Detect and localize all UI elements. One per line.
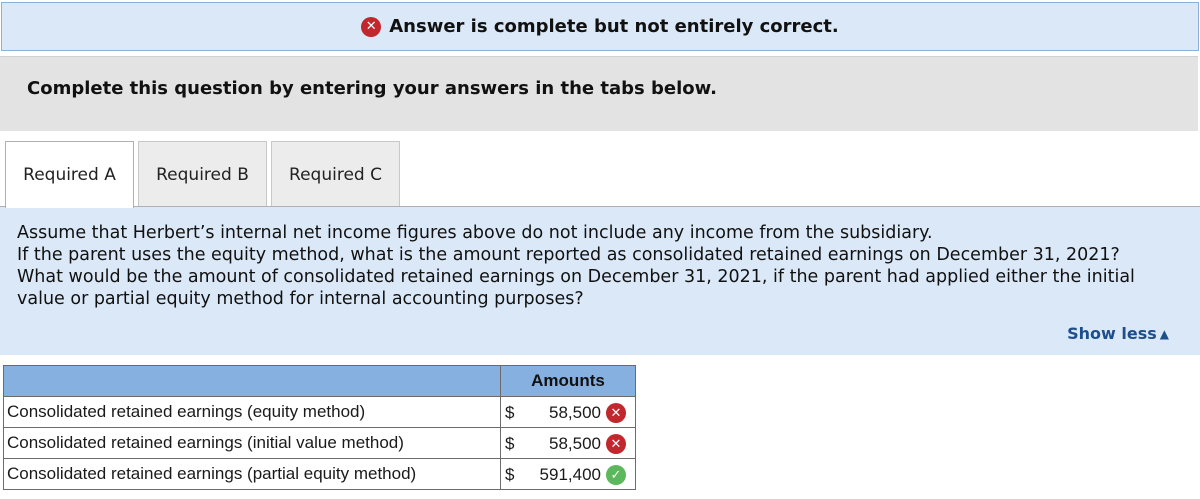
amount-cell [501, 428, 636, 459]
header-amounts: Amounts [501, 366, 636, 397]
amount-value: 58,500 [549, 403, 601, 422]
x-circle-icon: ✕ [606, 403, 626, 423]
x-circle-icon: ✕ [606, 434, 626, 454]
currency-symbol: $ [505, 403, 515, 422]
amount-cell [501, 397, 636, 428]
tab-required-a[interactable] [5, 141, 134, 208]
question-line: Assume that Herbert’s internal net income figures above do not include any income from the subsidiary. [17, 223, 933, 243]
instructions-text: Complete this question by entering your answers in the tabs below. [27, 78, 717, 99]
question-line: If the parent uses the equity method, what is the amount reported as consolidated retained earnings on December 31, 2021? [17, 245, 1120, 265]
triangle-up-icon: ▲ [1159, 326, 1169, 341]
table-header-row [4, 366, 636, 397]
feedback-message: Answer is complete but not entirely correct. [389, 16, 839, 37]
row-label: Consolidated retained earnings (partial equity method) [4, 459, 501, 490]
amount-value: 591,400 [539, 465, 601, 484]
tab-required-c[interactable] [271, 141, 400, 207]
currency-symbol: $ [505, 434, 515, 453]
header-blank [4, 366, 501, 397]
feedback-banner [1, 2, 1199, 51]
show-less-label: Show less [1067, 324, 1157, 343]
show-less-link[interactable] [1067, 324, 1169, 343]
answer-table [3, 365, 636, 490]
row-label: Consolidated retained earnings (initial value method) [4, 428, 501, 459]
question-line: What would be the amount of consolidated retained earnings on December 31, 2021, if the parent had applied either the initial [17, 267, 1135, 287]
x-circle-icon: ✕ [361, 17, 381, 37]
question-line: value or partial equity method for internal accounting purposes? [17, 289, 584, 309]
tab-label: Required B [156, 164, 249, 185]
currency-symbol: $ [505, 465, 515, 484]
row-label: Consolidated retained earnings (equity method) [4, 397, 501, 428]
table-row [4, 428, 636, 459]
tab-label: Required C [289, 164, 382, 185]
tab-required-b[interactable] [138, 141, 267, 207]
question-panel [0, 207, 1200, 355]
tab-label: Required A [23, 165, 116, 185]
table-row [4, 459, 636, 490]
amount-value: 58,500 [549, 434, 601, 453]
instructions-panel [0, 56, 1198, 131]
table-row [4, 397, 636, 428]
amount-cell [501, 459, 636, 490]
check-circle-icon: ✓ [606, 465, 626, 485]
